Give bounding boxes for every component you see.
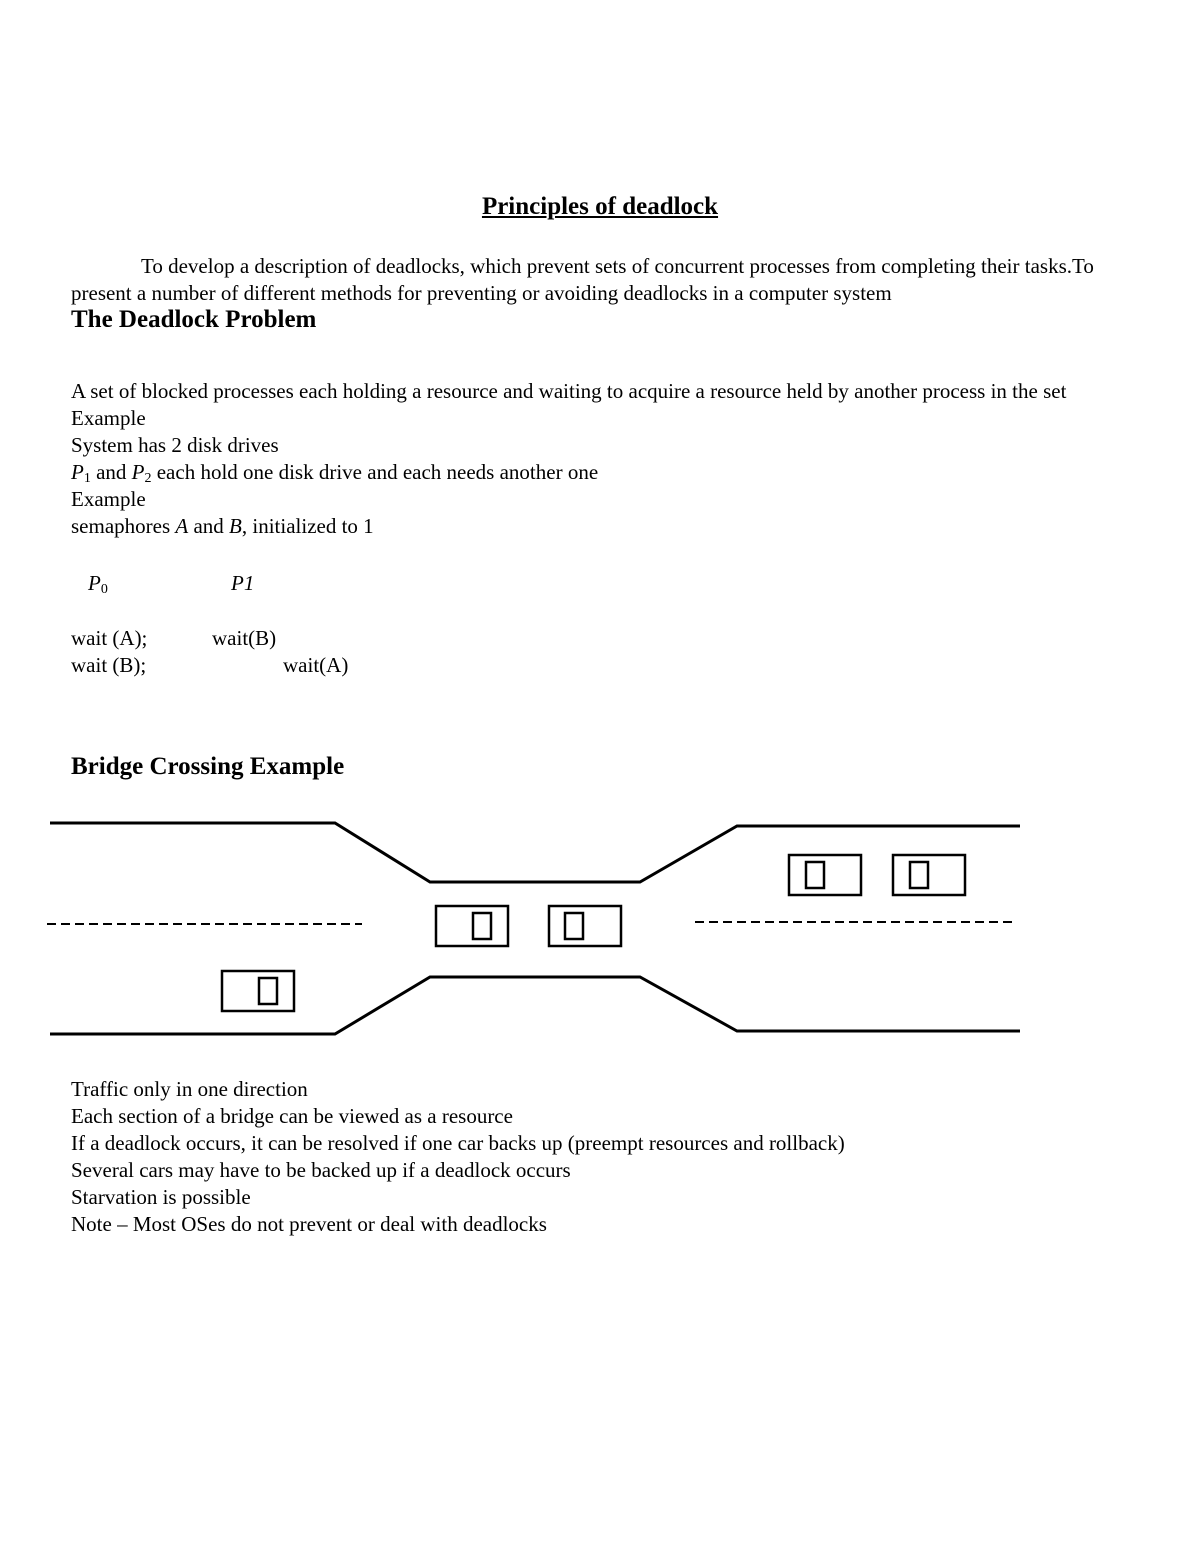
bridge-note: Several cars may have to be backed up if a deadlock occurs: [71, 1158, 571, 1182]
car-window-icon: [806, 862, 824, 888]
section-heading-bridge-crossing: Bridge Crossing Example: [71, 753, 345, 780]
code-p1-line1: wait(B): [212, 626, 277, 650]
car-window-icon: [910, 862, 928, 888]
code-p0-line1: wait (A);: [71, 626, 148, 650]
process-p1-label: [231, 570, 254, 597]
section-heading-deadlock-problem: The Deadlock Problem: [71, 306, 317, 333]
process-subscript: 1: [83, 471, 91, 486]
process-symbol: P: [88, 571, 101, 595]
code-p0-line2: wait (B);: [71, 653, 147, 677]
bridge-bottom-edge: [50, 977, 1020, 1034]
example-label: Example: [71, 487, 146, 511]
processes-hold-text: [71, 459, 1141, 486]
process-symbol: P: [71, 460, 84, 484]
process-p0-label: [88, 570, 108, 597]
car-window-icon: [473, 913, 491, 939]
definition-text: A set of blocked processes each holding a resource and waiting to acquire a resource held by another process in the set: [71, 379, 1067, 403]
car-window-icon: [565, 913, 583, 939]
processes-hold-rest: each hold one disk drive and each needs another one: [151, 460, 599, 484]
bridge-note: Note – Most OSes do not prevent or deal with deadlocks: [71, 1212, 547, 1236]
bridge-note: Traffic only in one direction: [71, 1077, 308, 1101]
semaphore-a: A: [175, 514, 189, 538]
bridge-top-edge: [50, 823, 1020, 882]
intro-text: To develop a description of deadlocks, which prevent sets of concurrent processes from completing their tasks.To present a number of different methods for preventing or avoiding deadlocks in a computer system: [71, 254, 1094, 305]
page-title: Principles of deadlock: [481, 193, 719, 220]
bridge-crossing-diagram: [0, 800, 1200, 1050]
semaphore-b: B: [229, 514, 242, 538]
process-p1-text: P1: [231, 571, 255, 595]
process-symbol: P: [131, 460, 145, 484]
example-label: Example: [71, 406, 146, 430]
car-icon: [549, 906, 621, 946]
code-p1-line2: wait(A): [283, 653, 349, 677]
car-window-icon: [259, 978, 277, 1004]
semaphores-post: , initialized to 1: [241, 514, 374, 538]
intro-paragraph: [71, 253, 1141, 307]
deadlock-problem-body: [71, 378, 1141, 540]
disk-drives-text: System has 2 disk drives: [71, 433, 279, 457]
semaphores-text: [71, 513, 1141, 540]
bridge-note: Starvation is possible: [71, 1185, 251, 1209]
process-subscript: 0: [100, 582, 108, 597]
conjunction: and: [188, 514, 230, 538]
bridge-notes: [71, 1076, 1141, 1238]
process-subscript: 2: [144, 471, 152, 486]
semaphores-pre: semaphores: [71, 514, 176, 538]
bridge-note: If a deadlock occurs, it can be resolved if one car backs up (preempt resources and rollback): [71, 1131, 845, 1155]
bridge-note: Each section of a bridge can be viewed as a resource: [71, 1104, 513, 1128]
conjunction: and: [90, 460, 132, 484]
